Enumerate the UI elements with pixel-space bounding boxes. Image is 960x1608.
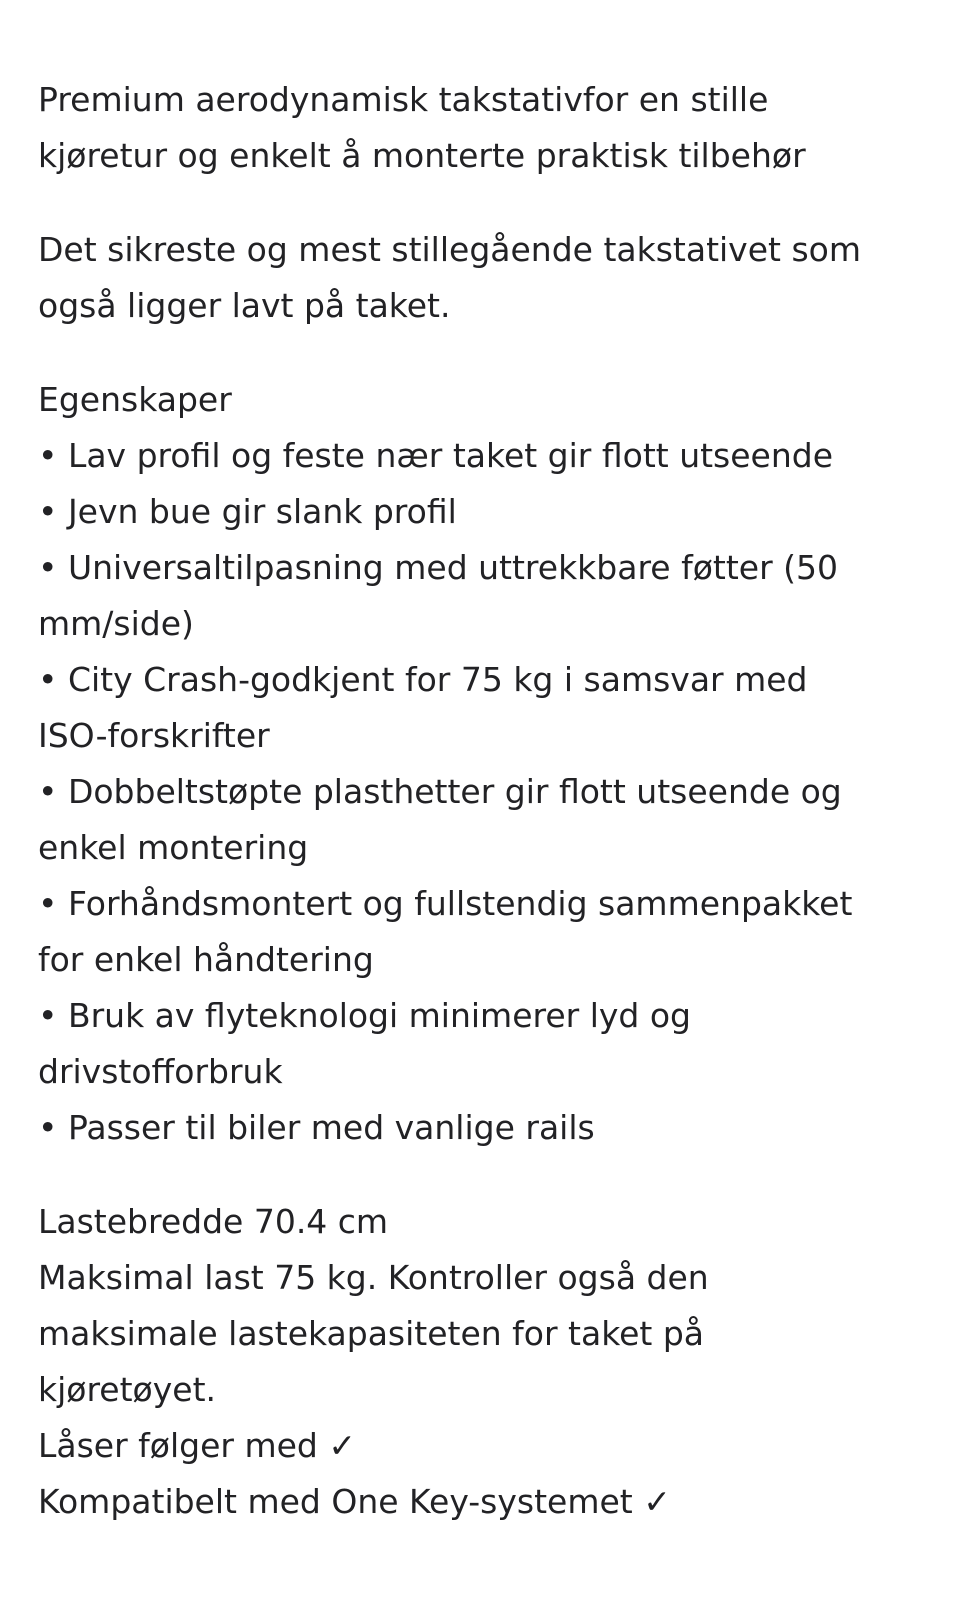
subtitle-paragraph	[38, 222, 918, 334]
spec-line: Lastebredde 70.4 cm	[38, 1202, 389, 1241]
intro-paragraph	[38, 72, 918, 184]
features-section	[38, 372, 918, 1156]
spec-line: kjøretøyet.	[38, 1370, 217, 1409]
spec-line: Kompatibelt med One Key-systemet ✓	[38, 1482, 671, 1521]
product-description	[38, 72, 918, 1568]
features-heading: Egenskaper	[38, 380, 232, 419]
feature-line: • Passer til biler med vanlige rails	[38, 1108, 595, 1147]
feature-line: • City Crash-godkjent for 75 kg i samsvar med	[38, 660, 808, 699]
feature-line: • Bruk av flyteknologi minimerer lyd og	[38, 996, 691, 1035]
feature-line: for enkel håndtering	[38, 940, 374, 979]
feature-line: ISO-forskrifter	[38, 716, 270, 755]
feature-line: mm/side)	[38, 604, 194, 643]
spec-line: Maksimal last 75 kg. Kontroller også den	[38, 1258, 709, 1297]
specs-section	[38, 1194, 918, 1530]
intro-line: Premium aerodynamisk takstativfor en stille	[38, 80, 769, 119]
feature-line: • Forhåndsmontert og fullstendig sammenpakket	[38, 884, 853, 923]
intro-line: kjøretur og enkelt å monterte praktisk tilbehør	[38, 136, 806, 175]
subtitle-line: Det sikreste og mest stillegående takstativet som	[38, 230, 861, 269]
feature-line: enkel montering	[38, 828, 309, 867]
feature-line: • Dobbeltstøpte plasthetter gir flott utseende og	[38, 772, 842, 811]
feature-line: • Jevn bue gir slank profil	[38, 492, 457, 531]
spec-line: maksimale lastekapasiteten for taket på	[38, 1314, 705, 1353]
feature-line: • Lav profil og feste nær taket gir flott utseende	[38, 436, 834, 475]
subtitle-line: også ligger lavt på taket.	[38, 286, 451, 325]
feature-line: drivstofforbruk	[38, 1052, 283, 1091]
feature-line: • Universaltilpasning med uttrekkbare føtter (50	[38, 548, 839, 587]
spec-line: Låser følger med ✓	[38, 1426, 356, 1465]
